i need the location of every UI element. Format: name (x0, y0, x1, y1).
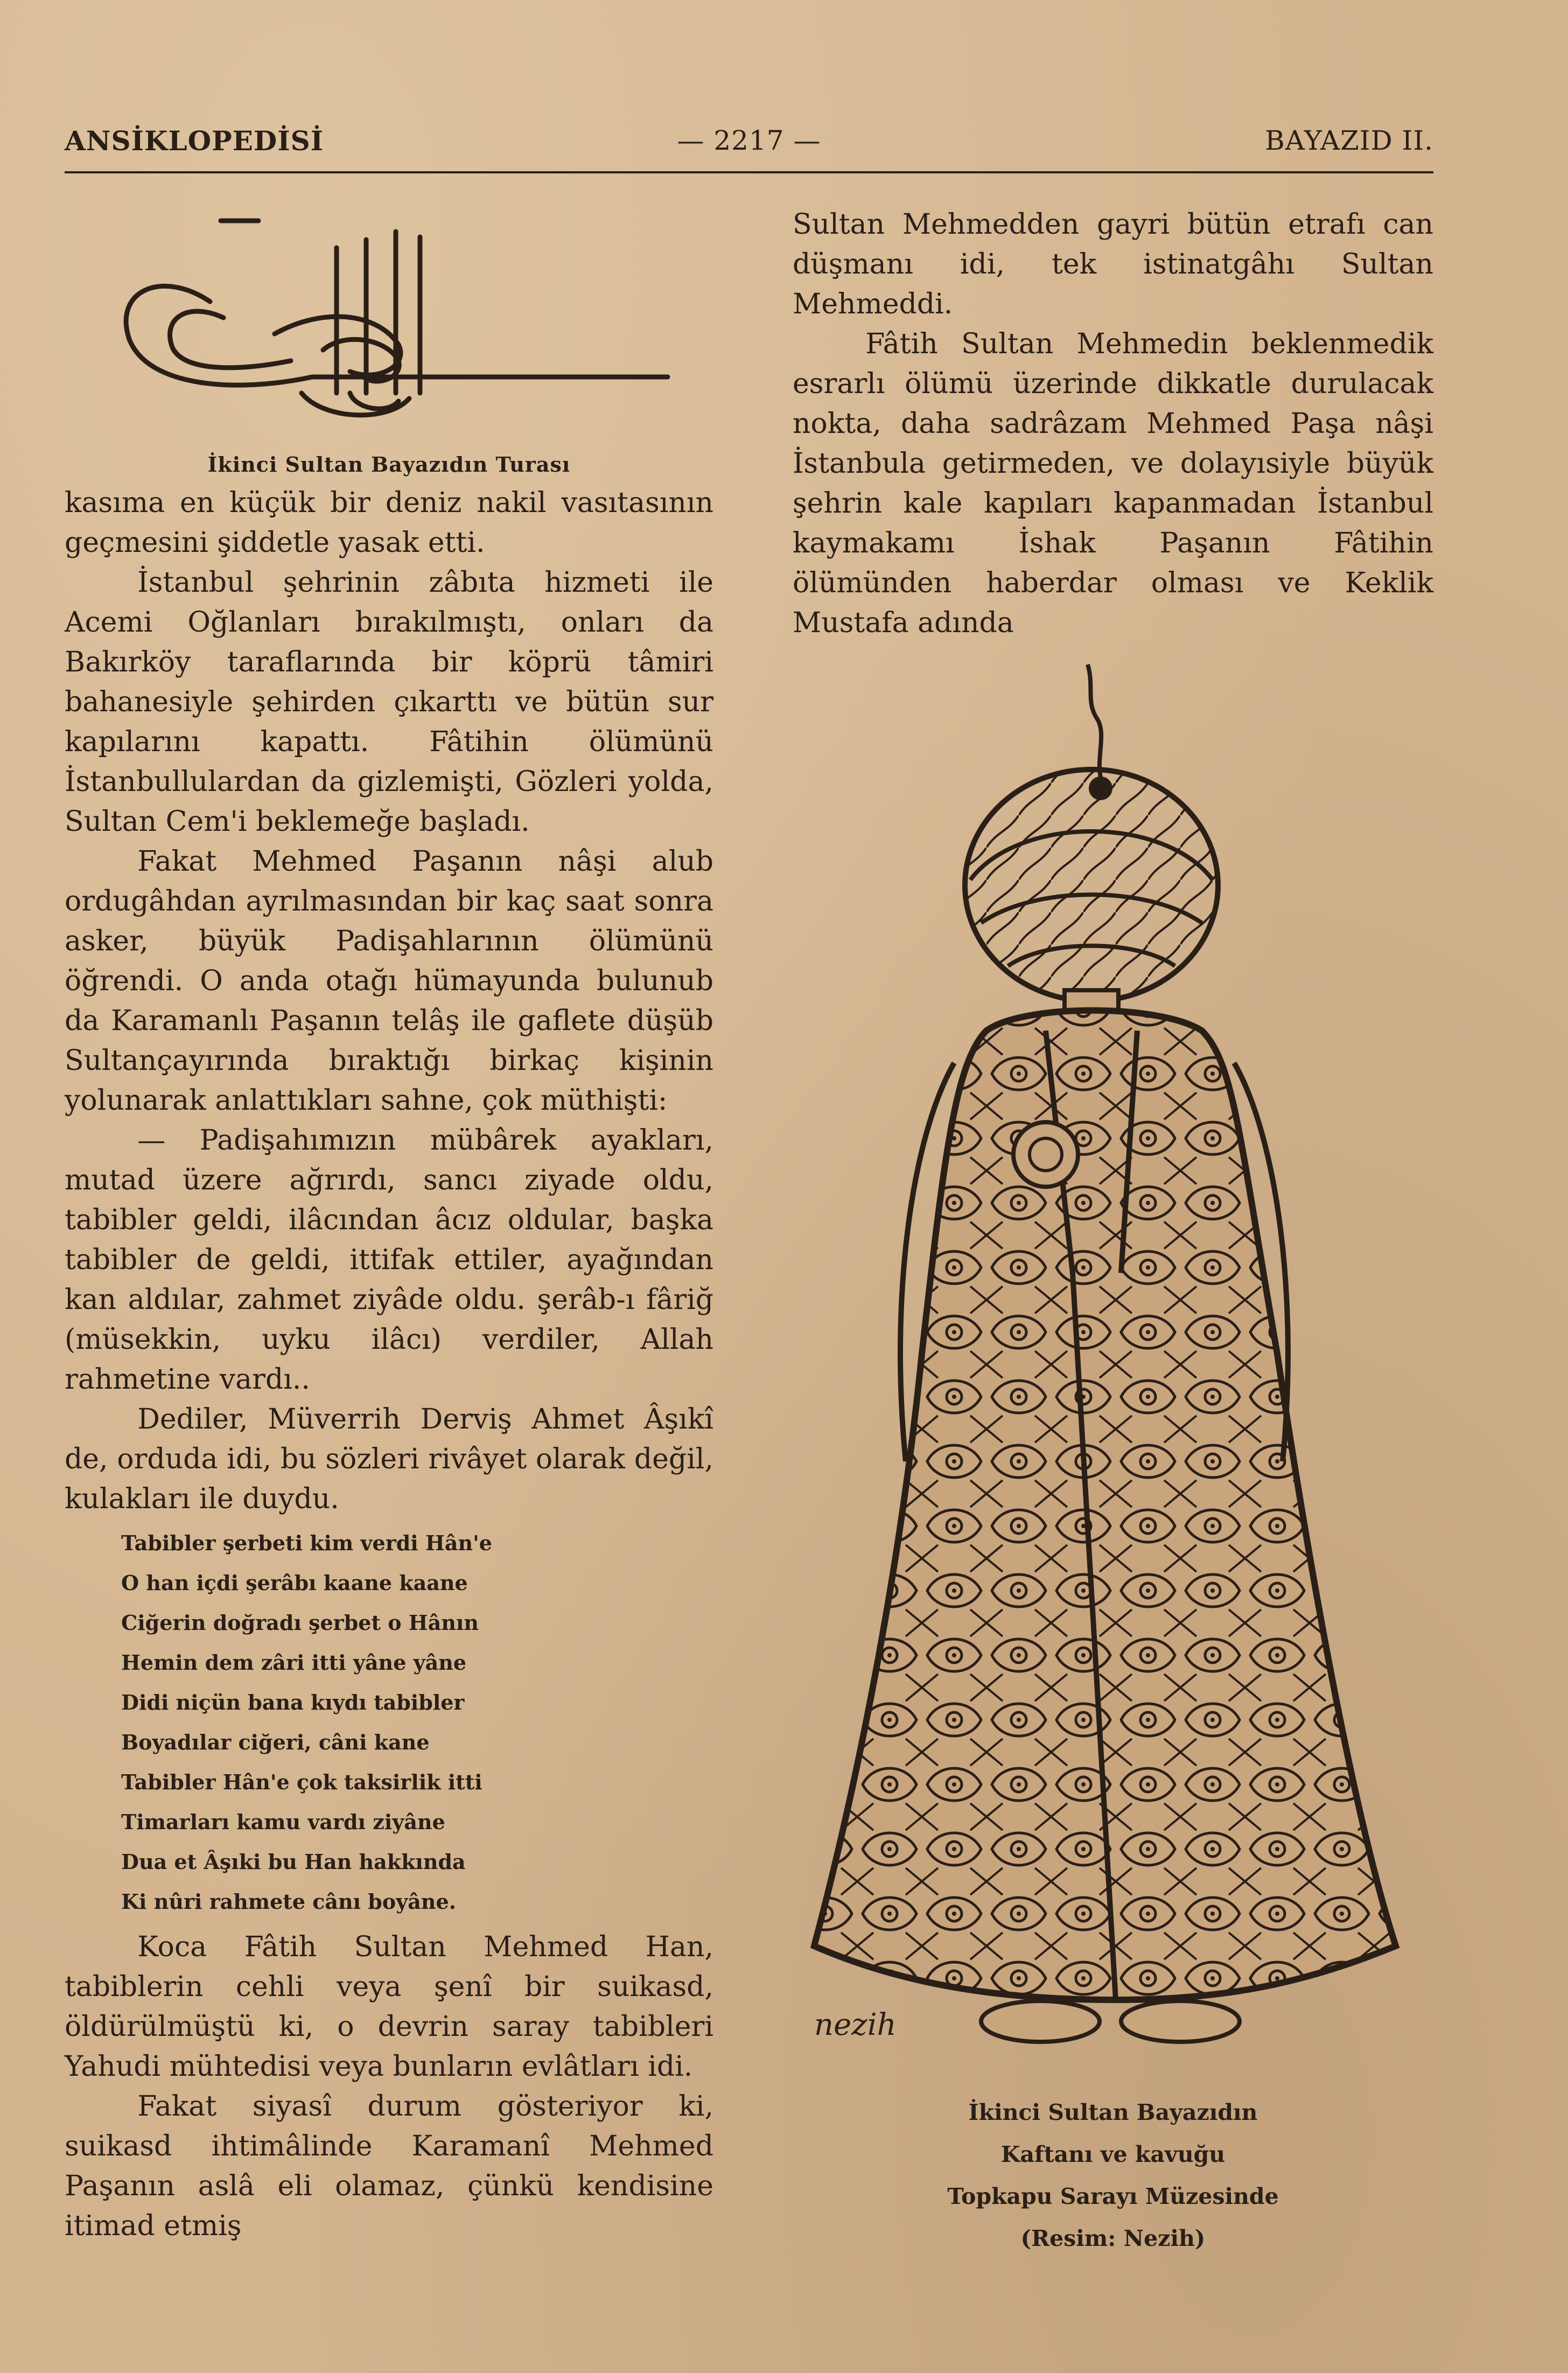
poem-line: Boyadılar ciğeri, câni kane (121, 1730, 430, 1754)
tugra-illustration (65, 205, 713, 447)
poem-line: Dua et Âşıki bu Han hakkında (121, 1850, 466, 1874)
right-column (793, 205, 1433, 2259)
poem-line: Tabibler Hân'e çok taksirlik itti (121, 1770, 482, 1794)
tugra-icon (97, 215, 689, 447)
paragraph: Sultan Mehmedden gayri bütün etrafı can düşmanı idi, tek istinatgâhı Sultan Mehmeddi. (793, 208, 1433, 320)
poem-line: Hemin dem zâri itti yâne yâne (121, 1650, 467, 1675)
caption-line: İkinci Sultan Bayazıdın (968, 2099, 1258, 2125)
caption-line: (Resim: Nezih) (1020, 2225, 1206, 2251)
paragraph: — Padişahımızın mübârek ayakları, mutad üzere ağrırdı, sancı ziyade oldu, tabibler geldi, ilâcından âcız oldular, başka tabibler de geldi, ittifak ettiler, ayağından kan aldılar, zahmet ziyâde oldu. şerâb-ı fâriğ (müsekkin, uyku ilâcı) verdiler, Allah rahmetine vardı.. (65, 1124, 713, 1396)
page-number: — 2217 — (677, 125, 821, 156)
paragraph: Koca Fâtih Sultan Mehmed Han, tabiblerin cehli veya şenî bir suikasd, öldürülmüştü ki, o devrin saray tabibleri Yahudi mühtedisi veya bunların evlâtları idi. (65, 1931, 713, 2083)
caption-line: Kaftanı ve kavuğu (1000, 2141, 1226, 2167)
header-rule (65, 171, 1433, 173)
running-header (65, 125, 1433, 163)
poem-line: Tabibler şerbeti kim verdi Hân'e (121, 1531, 492, 1555)
tugra-caption: İkinci Sultan Bayazıdın Turası (207, 452, 571, 477)
header-article: BAYAZID II. (1265, 125, 1433, 156)
poem-line: O han içdi şerâbı kaane kaane (121, 1571, 468, 1595)
poem (121, 1523, 713, 1922)
poem-line: Didi niçün bana kıydı tabibler (121, 1690, 465, 1714)
caption-line: Topkapu Sarayı Müzesinde (947, 2183, 1279, 2209)
artist-signature: nezih (814, 2007, 897, 2042)
paragraph: Dediler, Müverrih Derviş Ahmet Âşıkî de, orduda idi, bu sözleri rivâyet olarak değil, kulakları ile duydu. (65, 1403, 713, 1515)
paragraph: Fakat siyasî durum gösteriyor ki, suikasd ihtimâlinde Karamanî Mehmed Paşanın aslâ eli olamaz, çünkü kendisine itimad etmiş (65, 2090, 713, 2242)
figure-caption (793, 2091, 1433, 2259)
paragraph: İstanbul şehrinin zâbıta hizmeti ile Acemi Oğlanları bırakılmıştı, onları da Bakırköy taraflarında bir köprü tâmiri bahanesiyle şehirden çıkarttı ve bütün sur kapılarını kapattı. Fâtihin ölümünü İstanbullulardan da gizlemişti, Gözleri yolda, Sultan Cem'i beklemeğe başladı. (65, 566, 713, 838)
left-column (65, 205, 713, 2246)
kaftan-drawing (793, 654, 1433, 2097)
header-title: ANSİKLOPEDİSİ (65, 125, 324, 157)
paragraph: Fâtih Sultan Mehmedin beklenmedik esrarlı ölümü üzerinde dikkatle durulacak nokta, daha sadrâzam Mehmed Paşa nâşi İstanbula getirmeden, ve dolayısiyle büyük şehrin kale kapıları kapanmadan İstanbul kaymakamı İshak Paşanın Fâtihin ölümünden haberdar olması ve Keklik Mustafa adında (793, 328, 1433, 639)
kaftan-illustration (793, 654, 1433, 2097)
poem-line: Ciğerin doğradı şerbet o Hânın (121, 1611, 479, 1635)
paragraph: Fakat Mehmed Paşanın nâşi alub ordugâhdan ayrılmasından bir kaç saat sonra asker, büyük Padişahlarının ölümünü öğrendi. O anda otağı hümayunda bulunub da Karamanlı Paşanın telâş ile gaflete düşüb Sultançayırında bıraktığı birkaç kişinin yolunarak anlattıkları sahne, çok müthişti: (65, 845, 713, 1117)
paragraph: kasıma en küçük bir deniz nakil vasıtasının geçmesini şiddetle yasak etti. (65, 487, 713, 559)
poem-line: Timarları kamu vardı ziyâne (121, 1810, 445, 1834)
poem-line: Ki nûri rahmete cânı boyâne. (121, 1889, 456, 1914)
